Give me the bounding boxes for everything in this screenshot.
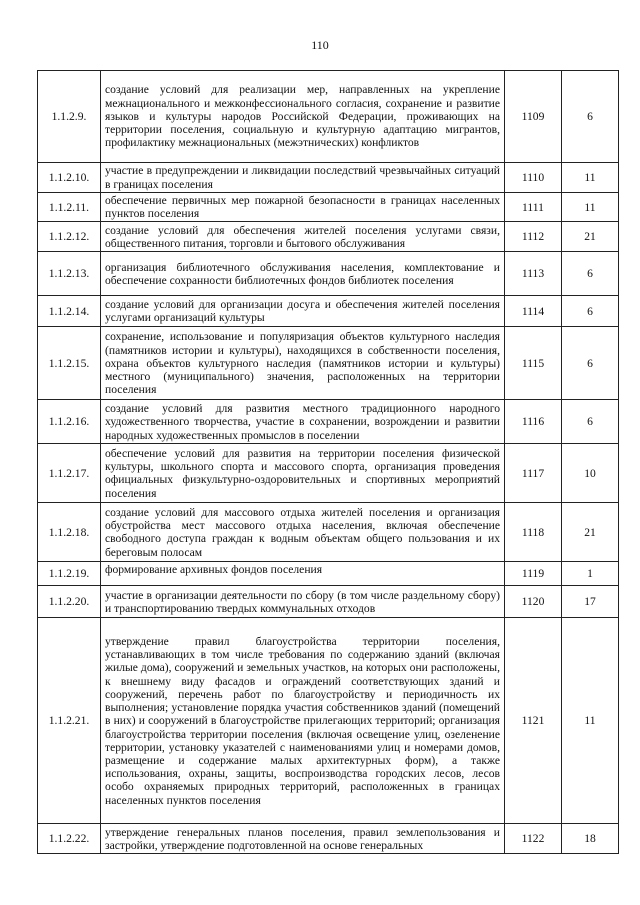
table-row (38, 71, 619, 163)
table-row (38, 618, 619, 824)
row-value: 1 (562, 562, 619, 586)
row-code: 1122 (505, 824, 562, 854)
row-number: 1.1.2.13. (38, 252, 101, 296)
table-row (38, 562, 619, 586)
table-row (38, 296, 619, 327)
row-value: 11 (562, 193, 619, 222)
row-number: 1.1.2.11. (38, 193, 101, 222)
page-number: 110 (311, 38, 329, 52)
row-value: 21 (562, 222, 619, 252)
row-description: организация библиотечного обслуживания населения, комплектование и обеспечение сохранности библиотечных фондов библиотек поселения (101, 252, 505, 296)
row-number: 1.1.2.15. (38, 327, 101, 400)
row-code: 1112 (505, 222, 562, 252)
row-number: 1.1.2.14. (38, 296, 101, 327)
row-description: формирование архивных фондов поселения (101, 562, 505, 586)
row-number: 1.1.2.10. (38, 163, 101, 193)
table-row (38, 163, 619, 193)
row-code: 1119 (505, 562, 562, 586)
row-code: 1115 (505, 327, 562, 400)
table-row (38, 824, 619, 854)
row-description: участие в предупреждении и ликвидации последствий чрезвычайных ситуаций в границах поселения (101, 163, 505, 193)
table-row (38, 222, 619, 252)
row-description: участие в организации деятельности по сбору (в том числе раздельному сбору) и транспортированию твердых коммунальных отходов (101, 586, 505, 618)
table-row (38, 503, 619, 562)
row-description: утверждение генеральных планов поселения, правил землепользования и застройки, утверждение подготовленной на основе генеральных (101, 824, 505, 854)
table-row (38, 400, 619, 444)
row-number: 1.1.2.17. (38, 444, 101, 503)
functions-table (37, 70, 619, 854)
row-code: 1113 (505, 252, 562, 296)
table-row (38, 586, 619, 618)
row-description: обеспечение первичных мер пожарной безопасности в границах населенных пунктов поселения (101, 193, 505, 222)
row-value: 6 (562, 327, 619, 400)
row-code: 1110 (505, 163, 562, 193)
row-code: 1121 (505, 618, 562, 824)
row-code: 1114 (505, 296, 562, 327)
row-number: 1.1.2.18. (38, 503, 101, 562)
row-number: 1.1.2.21. (38, 618, 101, 824)
row-value: 11 (562, 163, 619, 193)
row-description: обеспечение условий для развития на территории поселения физической культуры, школьного спорта и массового спорта, организация проведения официальных физкультурно-оздоровительных и спортивных мероприятий поселения (101, 444, 505, 503)
row-number: 1.1.2.16. (38, 400, 101, 444)
row-description: создание условий для обеспечения жителей поселения услугами связи, общественного питания, торговли и бытового обслуживания (101, 222, 505, 252)
row-code: 1120 (505, 586, 562, 618)
row-code: 1109 (505, 71, 562, 163)
row-code: 1111 (505, 193, 562, 222)
row-code: 1118 (505, 503, 562, 562)
row-value: 11 (562, 618, 619, 824)
row-number: 1.1.2.12. (38, 222, 101, 252)
row-value: 6 (562, 400, 619, 444)
row-number: 1.1.2.20. (38, 586, 101, 618)
row-value: 6 (562, 252, 619, 296)
table-row (38, 327, 619, 400)
row-value: 17 (562, 586, 619, 618)
row-description: создание условий для реализации мер, направленных на укрепление межнационального и межконфессионального согласия, сохранение и развитие языков и культуры народов Российской Федерации, проживающих на территории поселения, социальную и культурную адаптацию мигрантов, профилактику межнациональных (межэтнических) конфликтов (101, 71, 505, 163)
row-code: 1117 (505, 444, 562, 503)
row-value: 6 (562, 71, 619, 163)
row-number: 1.1.2.22. (38, 824, 101, 854)
row-description: сохранение, использование и популяризация объектов культурного наследия (памятников истории и культуры), находящихся в собственности поселения, охрана объектов культурного наследия (памятников истории и культуры) местного (муниципального) значения, расположенных на территории поселения (101, 327, 505, 400)
row-description: создание условий для массового отдыха жителей поселения и организация обустройства мест массового отдыха населения, включая обеспечение свободного доступа граждан к водным объектам общего пользования и их береговым полосам (101, 503, 505, 562)
row-description: создание условий для организации досуга и обеспечения жителей поселения услугами организаций культуры (101, 296, 505, 327)
row-description: создание условий для развития местного традиционного народного художественного творчества, участие в сохранении, возрождении и развитии народных художественных промыслов в поселении (101, 400, 505, 444)
table-row (38, 444, 619, 503)
row-description: утверждение правил благоустройства территории поселения, устанавливающих в том числе требования по содержанию зданий (включая жилые дома), сооружений и земельных участков, на которых они расположены, к внешнему виду фасадов и ограждений соответствующих зданий и сооружений, перечень работ по благоустройству и периодичность их выполнения; установление порядка участия собственников зданий (помещений в них) и сооружений в благоустройстве прилегающих территорий; организация благоустройства территории поселения (включая освещение улиц, озеленение территории, установку указателей с наименованиями улиц и номерами домов, размещение и содержание малых архитектурных форм), а также использования, охраны, защиты, воспроизводства городских лесов, лесов особо охраняемых природных территорий, расположенных в границах населенных пунктов поселения (101, 618, 505, 824)
table-row (38, 193, 619, 222)
table-row (38, 252, 619, 296)
row-number: 1.1.2.9. (38, 71, 101, 163)
row-value: 18 (562, 824, 619, 854)
row-code: 1116 (505, 400, 562, 444)
row-value: 10 (562, 444, 619, 503)
row-value: 6 (562, 296, 619, 327)
row-number: 1.1.2.19. (38, 562, 101, 586)
row-value: 21 (562, 503, 619, 562)
